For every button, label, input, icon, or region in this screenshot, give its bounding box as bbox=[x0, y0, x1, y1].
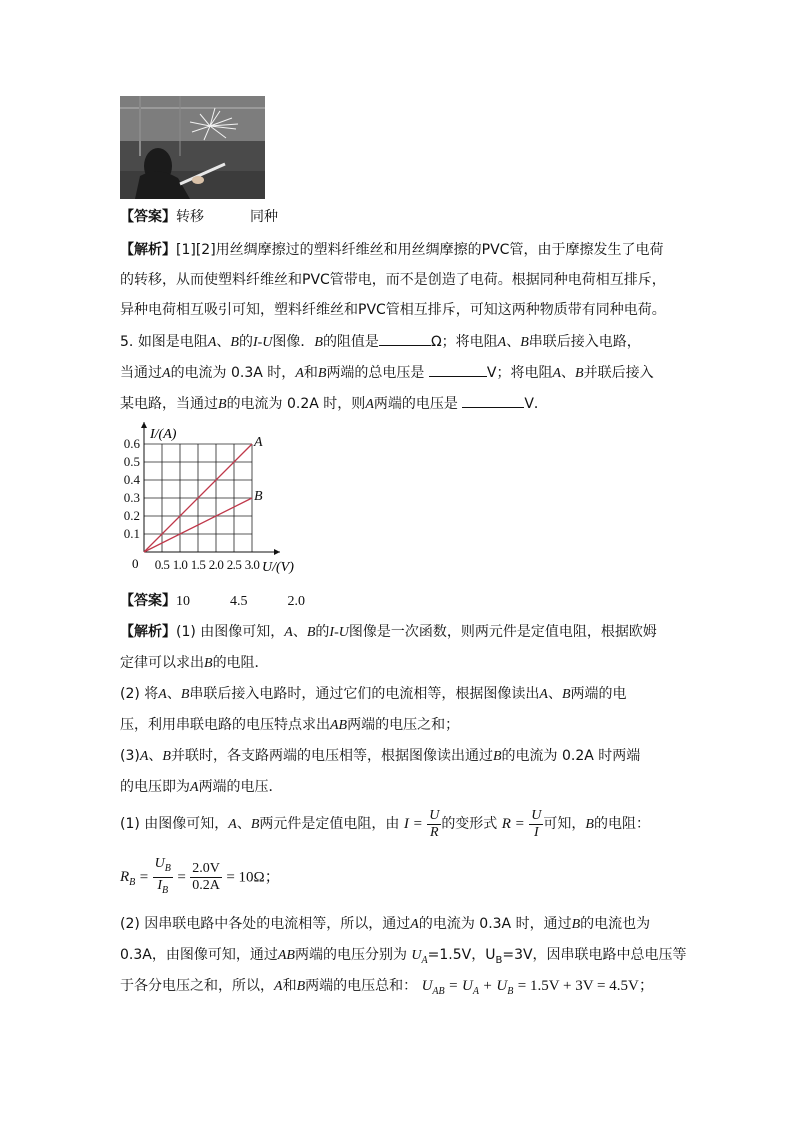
text: 、 bbox=[236, 816, 251, 832]
answer-value: 转移 bbox=[176, 209, 204, 225]
analysis-5-line-5 bbox=[120, 746, 640, 767]
text: 于各分电压之和，所以， bbox=[120, 978, 274, 994]
var-b: B bbox=[561, 687, 571, 702]
text: 两端的电压分别为 bbox=[294, 947, 407, 963]
rb-symbol bbox=[120, 869, 136, 889]
var-a: A bbox=[410, 917, 419, 932]
experiment-photo bbox=[120, 96, 265, 199]
var-b: B bbox=[317, 366, 327, 381]
sub-b: B bbox=[162, 884, 169, 896]
analysis-4-line-2: 的转移，从而使塑料纤维丝和PVC管带电，而不是创造了电荷。根据同种电荷相互排斥， bbox=[120, 272, 666, 288]
text: 的电流为 0.3A 时， bbox=[170, 365, 296, 381]
analysis-5-line-6 bbox=[120, 777, 283, 798]
text: Ω；将电阻 bbox=[430, 334, 498, 350]
text: 的电阻： bbox=[593, 816, 650, 832]
text: (1) 由图像可知， bbox=[176, 624, 285, 640]
text: 某电路，当通过 bbox=[120, 396, 218, 412]
sub-a: A bbox=[472, 986, 479, 997]
text: 的电流为 0.3A 时，通过 bbox=[418, 916, 572, 932]
analysis-label: 【解析】 bbox=[120, 242, 176, 258]
sub-b: B bbox=[495, 954, 503, 966]
text: V；将电阻 bbox=[486, 365, 553, 381]
u: U bbox=[411, 948, 422, 963]
x-tick-label: 1.0 bbox=[172, 557, 188, 572]
y-tick-label: 0.5 bbox=[123, 454, 140, 469]
text: 、 bbox=[216, 334, 231, 350]
u: U bbox=[421, 978, 433, 994]
answer-label: 【答案】 bbox=[120, 593, 176, 609]
answer-value: 4.5 bbox=[230, 594, 248, 609]
text: 的电流为 0.2A 时，则 bbox=[226, 396, 366, 412]
text: 两端的电压是 bbox=[373, 396, 458, 412]
text: 的电流为 0.2A 时两端 bbox=[501, 748, 641, 764]
analysis-text: [1][2]用丝绸摩擦过的塑料纤维丝和用丝绸摩擦的PVC管，由于摩擦发生了电荷 bbox=[176, 242, 664, 258]
text: 的电阻． bbox=[212, 655, 269, 671]
text: (2) 将 bbox=[120, 686, 159, 702]
var-a: A bbox=[207, 335, 217, 350]
answer-label: 【答案】 bbox=[120, 209, 176, 225]
solution-1-line bbox=[120, 806, 650, 843]
result: = 10Ω； bbox=[226, 869, 280, 886]
y-tick-label: 0.4 bbox=[123, 472, 140, 487]
text: 两端的电压． bbox=[198, 779, 283, 795]
text: 两端的电压总和： bbox=[305, 978, 418, 994]
ua-symbol bbox=[462, 978, 479, 997]
origin-label: 0 bbox=[132, 556, 139, 571]
plus: + bbox=[483, 978, 492, 994]
var-b: B bbox=[314, 335, 323, 350]
var-b: B bbox=[296, 979, 306, 994]
text: 、 bbox=[166, 686, 181, 702]
x-axis-arrow bbox=[274, 549, 280, 555]
text: 并联时，各支路两端的电压相等，根据图像读出通过 bbox=[170, 748, 493, 764]
text: 两端的电压之和； bbox=[347, 717, 460, 733]
denominator: R bbox=[429, 824, 439, 840]
x-tick-label: 3.0 bbox=[244, 557, 260, 572]
y-tick-label: 0.6 bbox=[123, 436, 140, 451]
text: 的 bbox=[238, 334, 253, 350]
var-b: B bbox=[492, 749, 502, 764]
text: 如图是电阻 bbox=[137, 334, 208, 350]
var-a: A bbox=[139, 749, 149, 764]
equals: = bbox=[177, 869, 186, 886]
text: =1.5V，U bbox=[427, 947, 496, 963]
x-tick-label: 2.5 bbox=[226, 557, 242, 572]
answer-4 bbox=[120, 207, 278, 227]
analysis-5-line-2 bbox=[120, 653, 269, 674]
sub-b: B bbox=[507, 986, 514, 997]
var-b: B bbox=[204, 656, 213, 671]
text: 压，利用串联电路的电压特点求出 bbox=[120, 717, 330, 733]
y-axis-label: I/(A) bbox=[150, 427, 177, 442]
question-5-line-2 bbox=[120, 362, 654, 384]
text: 0.3A，由图像可知，通过 bbox=[120, 947, 278, 963]
var-b: B bbox=[571, 917, 581, 932]
var-b: B bbox=[575, 366, 584, 381]
var-b: B bbox=[218, 397, 227, 412]
solution-2-line-3 bbox=[120, 976, 654, 1002]
text: 图像是一次函数，则两元件是定值电阻，根据欧姆 bbox=[348, 624, 657, 640]
denominator: 0.2A bbox=[192, 877, 220, 893]
var-ab: AB bbox=[277, 948, 295, 963]
answer-value: 同种 bbox=[250, 209, 278, 225]
text: 、 bbox=[506, 334, 521, 350]
var-a: A bbox=[552, 366, 562, 381]
text: 可知， bbox=[543, 816, 586, 832]
x-tick-label: 1.5 bbox=[190, 557, 206, 572]
answer-blank[interactable] bbox=[379, 331, 431, 346]
answer-5 bbox=[120, 591, 305, 612]
iu-label: I-U bbox=[329, 625, 349, 640]
text: 串联后接入电路时，通过它们的电流相等，根据图像读出 bbox=[189, 686, 540, 702]
analysis-4-line-3: 异种电荷相互吸引可知，塑料纤维丝和PVC管相互排斥，可知这两种物质带有同种电荷。 bbox=[120, 302, 666, 318]
answer-blank[interactable] bbox=[462, 393, 524, 408]
text: 当通过 bbox=[120, 365, 162, 381]
y-tick-label: 0.3 bbox=[123, 490, 140, 505]
text: 的变形式 bbox=[441, 816, 498, 832]
var-b: B bbox=[162, 749, 171, 764]
analysis-5-line-3 bbox=[120, 684, 627, 705]
text: 的阻值是 bbox=[322, 334, 379, 350]
var-a: A bbox=[162, 366, 171, 381]
numerator: U bbox=[531, 807, 542, 823]
text: 串联后接入电路， bbox=[528, 334, 641, 350]
answer-blank[interactable] bbox=[429, 362, 487, 377]
solution-2-line-2 bbox=[120, 945, 687, 971]
var-b: B bbox=[180, 687, 190, 702]
series-label-b: B bbox=[254, 489, 263, 504]
solution-2-line-1 bbox=[120, 914, 650, 935]
text: 图像． bbox=[272, 334, 315, 350]
denominator: I bbox=[533, 824, 539, 840]
var-a: A bbox=[158, 687, 167, 702]
question-5-line-1 bbox=[120, 331, 641, 353]
var-a: A bbox=[274, 979, 283, 994]
iu-label: I-U bbox=[252, 335, 273, 350]
text: 、 bbox=[148, 748, 163, 764]
var-a: A bbox=[365, 397, 374, 412]
fraction-u-over-i bbox=[529, 808, 543, 841]
var-a: A bbox=[190, 780, 199, 795]
text: 两端的电 bbox=[570, 686, 627, 702]
var-a: A bbox=[497, 335, 507, 350]
var-b: B bbox=[520, 335, 529, 350]
text: (3) bbox=[120, 748, 140, 764]
answer-value: 10 bbox=[176, 594, 190, 609]
formula-i: I = bbox=[403, 816, 423, 832]
x-tick-label: 0.5 bbox=[154, 557, 170, 572]
uab-symbol bbox=[421, 978, 445, 997]
answer-value: 2.0 bbox=[287, 594, 305, 609]
x-tick-label: 2.0 bbox=[208, 557, 224, 572]
sub-b: B bbox=[129, 877, 136, 889]
question-number: 5. bbox=[120, 334, 134, 350]
i: I bbox=[157, 877, 163, 893]
equals: = bbox=[449, 978, 458, 994]
text: V． bbox=[524, 396, 548, 412]
question-5-line-3 bbox=[120, 393, 548, 415]
var-ab: AB bbox=[330, 718, 348, 733]
y-tick-label: 0.2 bbox=[123, 508, 140, 523]
text: 的电流也为 bbox=[580, 916, 651, 932]
iu-chart bbox=[110, 420, 310, 580]
formula-r: R = bbox=[501, 816, 525, 832]
u: U bbox=[462, 978, 473, 994]
var-a: A bbox=[539, 687, 548, 702]
analysis-5-line-4 bbox=[120, 715, 459, 736]
text: 的 bbox=[315, 624, 330, 640]
rb-equation bbox=[120, 856, 280, 901]
ub-symbol bbox=[496, 978, 514, 997]
text: 两端的总电压是 bbox=[326, 365, 425, 381]
u: U bbox=[154, 856, 165, 871]
var-b: B bbox=[250, 817, 260, 832]
text: 和 bbox=[303, 365, 318, 381]
text: 两元件是定值电阻，由 bbox=[259, 816, 400, 832]
text: 、 bbox=[292, 624, 307, 640]
var-a: A bbox=[295, 366, 304, 381]
analysis-5-line-1 bbox=[120, 622, 657, 643]
var-b: B bbox=[306, 625, 316, 640]
text: 的电压即为 bbox=[120, 779, 190, 795]
text: 和 bbox=[282, 978, 297, 994]
text: (2) 因串联电路中各处的电流相等，所以，通过 bbox=[120, 916, 411, 932]
numerator: 2.0V bbox=[192, 860, 220, 876]
text: 、 bbox=[561, 365, 576, 381]
var-a: A bbox=[284, 625, 293, 640]
u: U bbox=[496, 978, 508, 994]
fraction-values bbox=[190, 861, 222, 894]
text: =3V，因串联电路中总电压等 bbox=[502, 947, 687, 963]
text: 并联后接入 bbox=[583, 365, 654, 381]
x-axis-label: U/(V) bbox=[262, 560, 294, 575]
r: R bbox=[120, 869, 130, 886]
result: = 1.5V + 3V = 4.5V； bbox=[517, 978, 654, 994]
var-b: B bbox=[585, 817, 594, 832]
text: 、 bbox=[547, 686, 562, 702]
var-b: B bbox=[230, 335, 239, 350]
sub-ab: AB bbox=[432, 986, 445, 997]
y-axis-arrow bbox=[141, 422, 147, 428]
y-tick-label: 0.1 bbox=[123, 526, 140, 541]
sub-a: A bbox=[421, 954, 428, 966]
numerator: U bbox=[429, 807, 440, 823]
var-a: A bbox=[228, 817, 237, 832]
text: (1) 由图像可知， bbox=[120, 816, 229, 832]
analysis-4-line-1 bbox=[120, 240, 663, 260]
equals: = bbox=[139, 869, 149, 886]
fraction-ub-over-ib bbox=[153, 856, 173, 899]
text: 定律可以求出 bbox=[120, 655, 204, 671]
series-label-a: A bbox=[254, 435, 263, 450]
analysis-label: 【解析】 bbox=[120, 624, 176, 640]
sub-b: B bbox=[164, 862, 171, 874]
fraction-u-over-r bbox=[427, 808, 441, 841]
